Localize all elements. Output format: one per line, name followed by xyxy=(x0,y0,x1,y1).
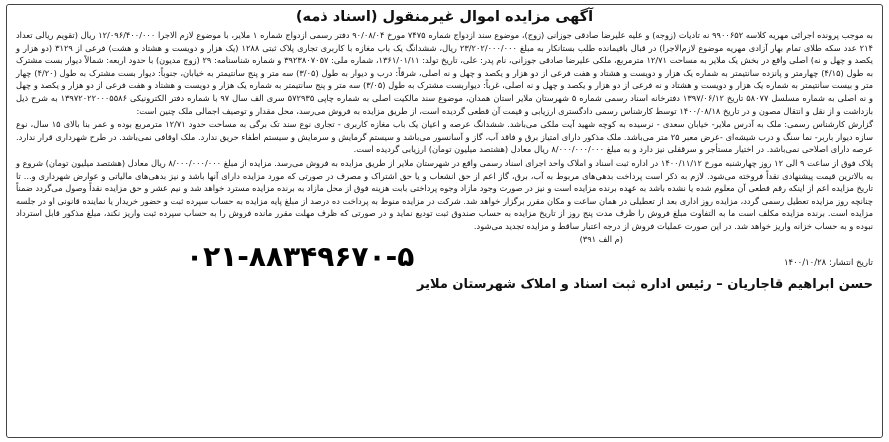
signature: حسن ابراهیم قاجاریان – رئیس اداره ثبت اسناد و املاک شهرستان ملایر xyxy=(417,276,873,292)
publish-date-value: ۱۴۰۰/۱۰/۲۸ xyxy=(783,257,827,268)
publish-date-label: تاریخ انتشار: xyxy=(828,257,873,268)
phone-number: ۰۲۱-۸۸۳۴۹۶۷۰-۵ xyxy=(186,239,415,273)
notice-code: (م الف ۳۹۱) xyxy=(579,233,623,244)
auction-notice xyxy=(6,4,883,438)
notice-paragraph-auction-terms: پلاک فوق از ساعت ۹ الی ۱۲ روز چهارشنبه مورخ ۱۴۰۰/۱۱/۱۲ در اداره ثبت اسناد و املاک واحد اجرای اسناد رسمی واقع در شهرستان ملایر از طریق مزایده به فروش می‌رسد. مزایده از مبلغ ۸/۰۰۰/۰۰۰/۰۰۰ ریال معادل (هشتصد میلیون تومان) شروع و به بالاترین قیمت پیشنهادی نقداً فروخته می‌شود. لازم به ذکر است پرداخت بدهی‌های مربوط به آب، برق، گاز اعم از حق انشعاب و یا حق اشتراک و مصرف در صورتی که مورد مزایده دارای آنها باشد و نیز بدهی‌های مالیاتی و عوارض شهرداری و... تا تاریخ مزایده اعم از اینکه رقم قطعی آن معلوم شده یا نشده باشد به عهده برنده مزایده است و نیز در صورت وجود مازاد وجوه پرداختی بابت هزینه فوق از محل مازاد به برنده مزایده مسترد خواهد شد و نیم عشر و حق مزایده نقداً وصول می‌گردد ضمناً چنانچه روز مزایده تعطیل رسمی گردد، مزایده روز اداری بعد از تعطیلی در همان ساعت و مکان مقرر برگزار خواهد شد. شرکت در مزایده منوط به پرداخت ده درصد از مبلغ پایه مزایده به حساب سپرده ثبت و حضور خریدار یا نماینده قانونی او در جلسه مزایده است. برنده مزایده مکلف است ما به التفاوت مبلغ فروش را ظرف مدت پنج روز از تاریخ مزایده به حساب صندوق ثبت تودیع نماید و در صورتی که ظرف مهلت مقرر مانده فروش را به حساب سپرده ثبت واریز نکند، مبلغ مذکور قابل استرداد نبوده و به حساب خزانه واریز خواهد شد. در این صورت عملیات فروش از درجه اعتبار ساقط و مزایده تجدید می‌شود. xyxy=(16,157,874,231)
publish-date-line xyxy=(784,257,873,269)
notice-footer xyxy=(16,233,873,325)
notice-title: آگهی مزایده اموال غیرمنقول (اسناد ذمه) xyxy=(295,9,594,25)
notice-paragraph-expert-report: گزارش کارشناس رسمی: ملک به آدرس ملایر- خیابان سعدی - نرسیده به کوچه شهید آیت ملکی می‌باشد. ششدانگ عرصه و اعیان یک باب مغازه کاربری - تجاری نوع سند تک برگی به مساحت حدود ۱۲/۷۱ مترمربع بوده و عمر بنا بالای ۱۵ سال، نوع سازه دیوار باربر- نما سنگ و درب شیشه‌ای -عرض معبر ۲۵ متر می‌باشد. ملک مذکور دارای امتیاز برق و فاقد آب، گاز و آسانسور می‌باشد و سیستم گرمایش و سرمایش و سیستم اطفاء حریق ندارد. ملک اوقافی نمی‌باشد. در طرح شهرداری قرار ندارد. عرصه دارای اصلاحی نمی‌باشد. در اختیار مستأجر و سرقفلی نیز دارد و به مبلغ ۸/۰۰۰/۰۰۰/۰۰۰ ریال معادل (هشتصد میلیون تومان) ارزیابی گردیده است. xyxy=(16,119,873,155)
notice-paragraph-case: به موجب پرونده اجرائی مهریه کلاسه ۹۹۰۰۶۵۲ نه تادیات (زوجه) و علیه علیرضا صادقی جوزانی (زوج)، موضوع سند ازدواج شماره ۷۴۷۵ مورخ ۹۰/۰۸/۰۴ دفتر رسمی ازدواج شماره ۱ ملایر، با موضوع لازم الاجرا ۱۲/۰۹۶/۴۰۰/۰۰۰ ریال (تقویم ریالی تعداد ۲۱۴ عدد سکه طلای تمام بهار آزادی مهریه موضوع لازم‌الاجرا) در قبال باقیمانده طلب بستانکار به مبلغ ۲۳/۲۰۲/۰۰۰/۰۰۰ ریال، ششدانگ یک باب مغازه با کاربری تجاری پلاک ثبتی ۱۲۸۸ (یک هزار و دویست و هشتاد و هشت) فرعی از ۳۱۲۹ (دو هزار و یکصد و چهل و نه) اصلی واقع در بخش یک ملایر به مساحت ۱۲/۷۱ مترمربع، ملکی علیرضا صادقی جوزانی، نام پدر: علی، تاریخ تولد: ۱۳۶۱/۰۱/۱۱، شماره ملی: ۳۹۲۳۸۰۷۰۵۷ و شماره شناسنامه: ۲۹ (زوج مدیون) با حدود اربعه: شمالاً دیوار بست مشترک به طول (۴/۱۵) چهارمتر و پانزده سانتیمتر به شماره یک هزار و دویست و هشتاد و هفت فرعی از دو هزار و یکصد و چهل و نه اصلی، شرقاً: درب و دیوار به طول (۳/۰۵) سه متر و پنج سانتیمتر به خیابان، جنوباً: دیوار بست مشترک به طول (۴/۲۰) چهار متر و بیست سانتیمتر به شماره یک هزار و دویست و هشتاد و نه فرعی از دو هزار و یکصد و چهل و نه اصلی، غرباً: دیواربست مشترک به طول (۳/۰۵) سه متر و پنج سانتیمتر به شماره یک هزار و دویست و هشتاد و هفت فرعی از دو هزار و یکصد و چهل و نه اصلی به شماره مسلسل ۵۸۰۷۷ تاریخ ۱۳۹۷/۰۶/۱۲ دفترخانه اسناد رسمی شماره ۵ شهرستان ملایر استان همدان، موضوع سند مالکیت اصلی به شماره چاپی ۵۷۲۹۳۵ سری الف سال ۹۷ با شماره دفتر الکترونیکی ۱۳۹۷۲۰۲۲۰۰۰۵۵۸۶ به شرح ذیل بازداشت و از نقل و انتقال مصون و در تاریخ ۱۴۰۰/۰۸/۱۸ توسط کارشناس رسمی دادگستری ارزیابی و قیمت آن قطعی گردیده است، از طریق مزایده به فروش می‌رسد، محل مقدار و توصیف اجمالی ملک چنین است: xyxy=(16,30,874,116)
